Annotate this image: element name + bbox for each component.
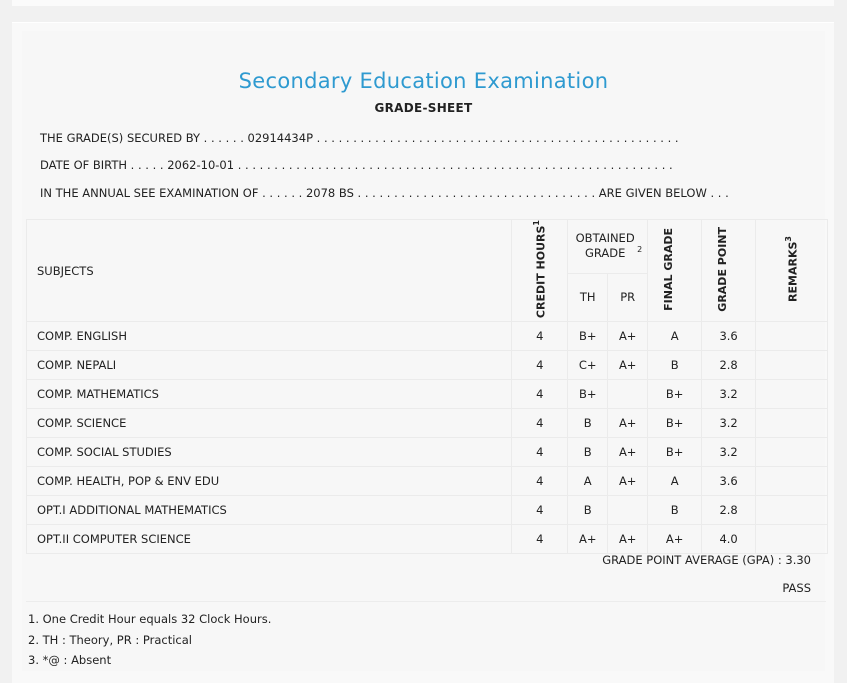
grade-point-cell: 3.2 [702, 380, 756, 409]
gpa-value: GRADE POINT AVERAGE (GPA) : 3.30 [602, 553, 811, 567]
subject-cell: COMP. SCIENCE [27, 409, 512, 438]
table-row [27, 380, 828, 409]
theory-grade-cell: B [568, 409, 608, 438]
table-row [27, 525, 828, 554]
credit-cell: 4 [512, 438, 568, 467]
theory-grade-cell: B+ [568, 322, 608, 351]
remarks-cell [756, 496, 828, 525]
remarks-cell [756, 438, 828, 467]
subject-cell: COMP. NEPALI [27, 351, 512, 380]
credit-cell: 4 [512, 467, 568, 496]
grade-point-cell: 3.2 [702, 438, 756, 467]
table-row [27, 467, 828, 496]
practical-grade-cell: A+ [608, 409, 648, 438]
final-grade-cell: B+ [648, 409, 702, 438]
remarks-cell [756, 380, 828, 409]
practical-grade-cell [608, 380, 648, 409]
subjects-header: SUBJECTS [27, 220, 512, 322]
subject-cell: COMP. HEALTH, POP & ENV EDU [27, 467, 512, 496]
theory-header: TH [568, 273, 608, 321]
remarks-cell [756, 322, 828, 351]
theory-grade-cell: B+ [568, 380, 608, 409]
footnotes [28, 609, 271, 671]
credit-cell: 4 [512, 409, 568, 438]
grade-sheet-body [22, 31, 825, 671]
subject-cell: COMP. ENGLISH [27, 322, 512, 351]
final-grade-cell: B [648, 496, 702, 525]
exam-of-line: IN THE ANNUAL SEE EXAMINATION OF . . . . . . 2078 BS . . . . . . . . . . . . . . . . . . . . . . . . . . . . . . . . . ARE GIVEN BELOW . . . [40, 186, 729, 200]
practical-grade-cell: A+ [608, 438, 648, 467]
practical-grade-cell: A+ [608, 322, 648, 351]
final-grade-cell: A+ [648, 525, 702, 554]
table-row [27, 322, 828, 351]
remarks-header: REMARKS$^3$ [756, 220, 828, 322]
theory-grade-cell: A [568, 467, 608, 496]
subject-cell: COMP. SOCIAL STUDIES [27, 438, 512, 467]
exam-title: Secondary Education Examination [238, 69, 609, 93]
grade-point-cell: 4.0 [702, 525, 756, 554]
practical-header: PR [608, 273, 648, 321]
grade-point-cell: 2.8 [702, 496, 756, 525]
practical-grade-cell [608, 496, 648, 525]
final-grade-cell: B+ [648, 438, 702, 467]
practical-grade-cell: A+ [608, 351, 648, 380]
theory-grade-cell: B [568, 438, 608, 467]
top-strip [12, 0, 834, 6]
subject-cell: OPT.II COMPUTER SCIENCE [27, 525, 512, 554]
practical-grade-cell: A+ [608, 467, 648, 496]
grade-point-cell: 3.6 [702, 322, 756, 351]
remarks-cell [756, 525, 828, 554]
grade-point-header: GRADE POINT [702, 220, 756, 322]
table-row [27, 351, 828, 380]
footnote-2: 2. TH : Theory, PR : Practical [28, 632, 192, 647]
theory-grade-cell: A+ [568, 525, 608, 554]
final-grade-header: FINAL GRADE [648, 220, 702, 322]
credit-cell: 4 [512, 322, 568, 351]
credit-cell: 4 [512, 496, 568, 525]
secured-by-line: THE GRADE(S) SECURED BY . . . . . . 02914434P . . . . . . . . . . . . . . . . . . . . . . . . . . . . . . . . . . . . . . . . . . . . . . . . . . [40, 131, 679, 145]
table-row [27, 496, 828, 525]
footnote-3: 3. *@ : Absent [28, 653, 112, 667]
grade-sheet-card [12, 22, 834, 683]
final-grade-cell: B+ [648, 380, 702, 409]
grade-point-cell: 3.6 [702, 467, 756, 496]
grade-point-cell: 2.8 [702, 351, 756, 380]
table-header-row [27, 220, 828, 274]
date-of-birth-line: DATE OF BIRTH . . . . . 2062-10-01 . . . . . . . . . . . . . . . . . . . . . . . . . . . . . . . . . . . . . . . . . . . . . . . . . . . . . . . . . . . . [40, 158, 673, 172]
subject-cell: COMP. MATHEMATICS [27, 380, 512, 409]
credit-hours-header: CREDIT HOURS$^1$ [512, 220, 568, 322]
grades-table [26, 219, 828, 554]
remarks-cell [756, 409, 828, 438]
theory-grade-cell: C+ [568, 351, 608, 380]
divider [26, 601, 826, 602]
credit-cell: 4 [512, 525, 568, 554]
sheet-title: GRADE-SHEET [374, 101, 473, 115]
final-grade-cell: A [648, 467, 702, 496]
table-row [27, 438, 828, 467]
remarks-cell [756, 351, 828, 380]
practical-grade-cell: A+ [608, 525, 648, 554]
theory-grade-cell: B [568, 496, 608, 525]
footnote-1: 1. One Credit Hour equals 32 Clock Hours. [28, 612, 272, 626]
subject-cell: OPT.I ADDITIONAL MATHEMATICS [27, 496, 512, 525]
final-grade-cell: A [648, 322, 702, 351]
credit-cell: 4 [512, 351, 568, 380]
result-status: PASS [782, 581, 811, 595]
obtained-grade-header: OBTAINED GRADE $^2$ [568, 220, 648, 274]
remarks-cell [756, 467, 828, 496]
final-grade-cell: B [648, 351, 702, 380]
grade-point-cell: 3.2 [702, 409, 756, 438]
credit-cell: 4 [512, 380, 568, 409]
table-row [27, 409, 828, 438]
